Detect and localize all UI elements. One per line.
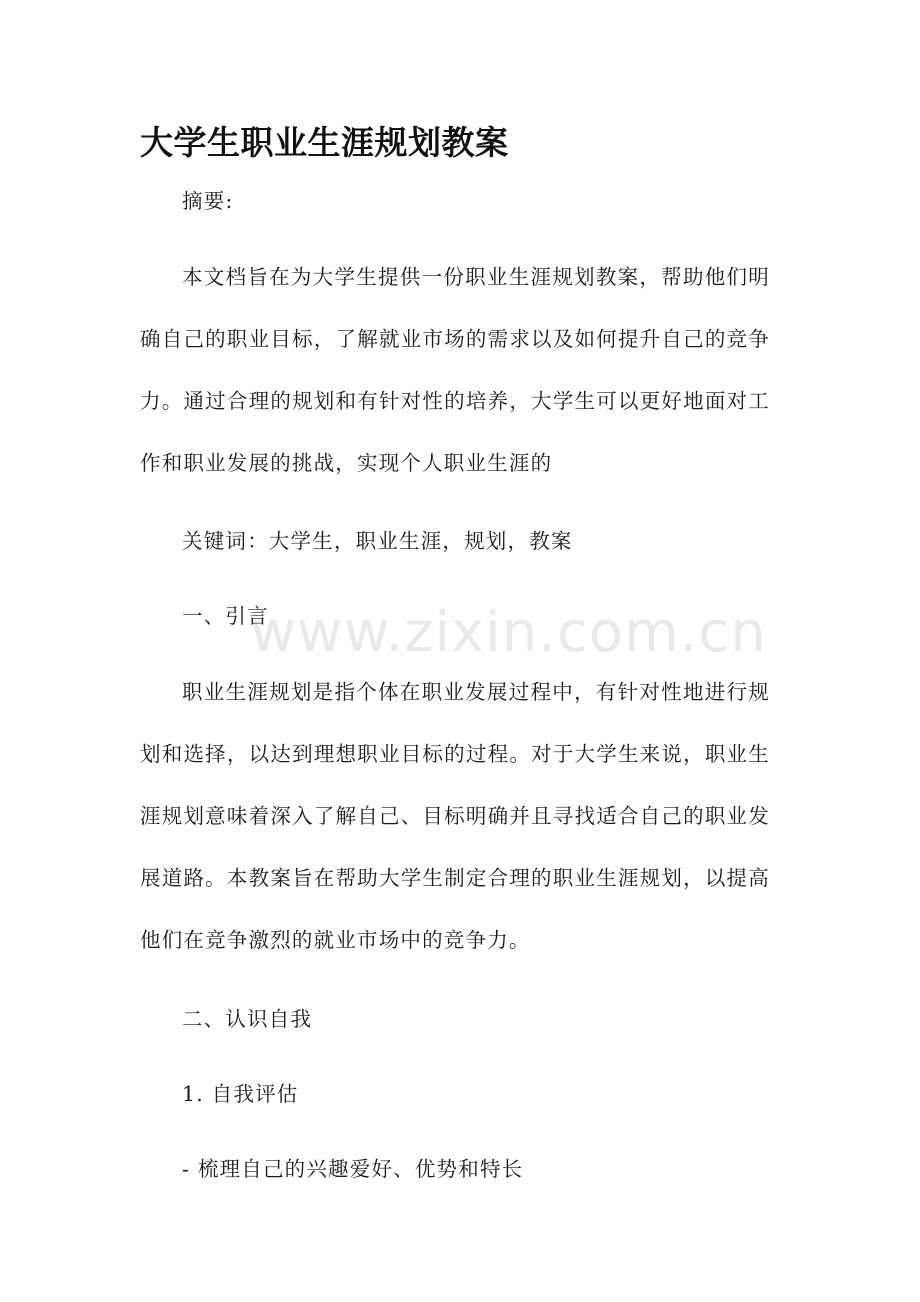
watermark-text: www.zixin.com.cn xyxy=(250,600,767,665)
abstract-paragraph: 本文档旨在为大学生提供一份职业生涯规划教案，帮助他们明确自己的职业目标，了解就业市场的需求以及如何提升自己的竞争力。通过合理的规划和有针对性的培养，大学生可以更好地面对工作和职业发展的挑战，实现个人职业生涯的 xyxy=(140,265,770,475)
section-heading-introduction: 一、引言 xyxy=(182,604,269,628)
introduction-paragraph: 职业生涯规划是指个体在职业发展过程中，有针对性地进行规划和选择，以达到理想职业目标的过程。对于大学生来说，职业生涯规划意味着深入了解自己、目标明确并且寻找适合自己的职业发展道路。本教案旨在帮助大学生制定合理的职业生涯规划，以提高他们在竞争激烈的就业市场中的竞争力。 xyxy=(140,680,770,952)
subsection-heading-self-assessment: 1. 自我评估 xyxy=(182,1082,299,1106)
abstract-label: 摘要: xyxy=(182,189,234,213)
document-title: 大学生职业生涯规划教案 xyxy=(140,123,509,162)
section-heading-self-awareness: 二、认识自我 xyxy=(182,1007,313,1031)
bullet-item: - 梳理自己的兴趣爱好、优势和特长 xyxy=(182,1157,524,1181)
keywords-line: 关键词：大学生，职业生涯，规划，教案 xyxy=(182,529,573,553)
